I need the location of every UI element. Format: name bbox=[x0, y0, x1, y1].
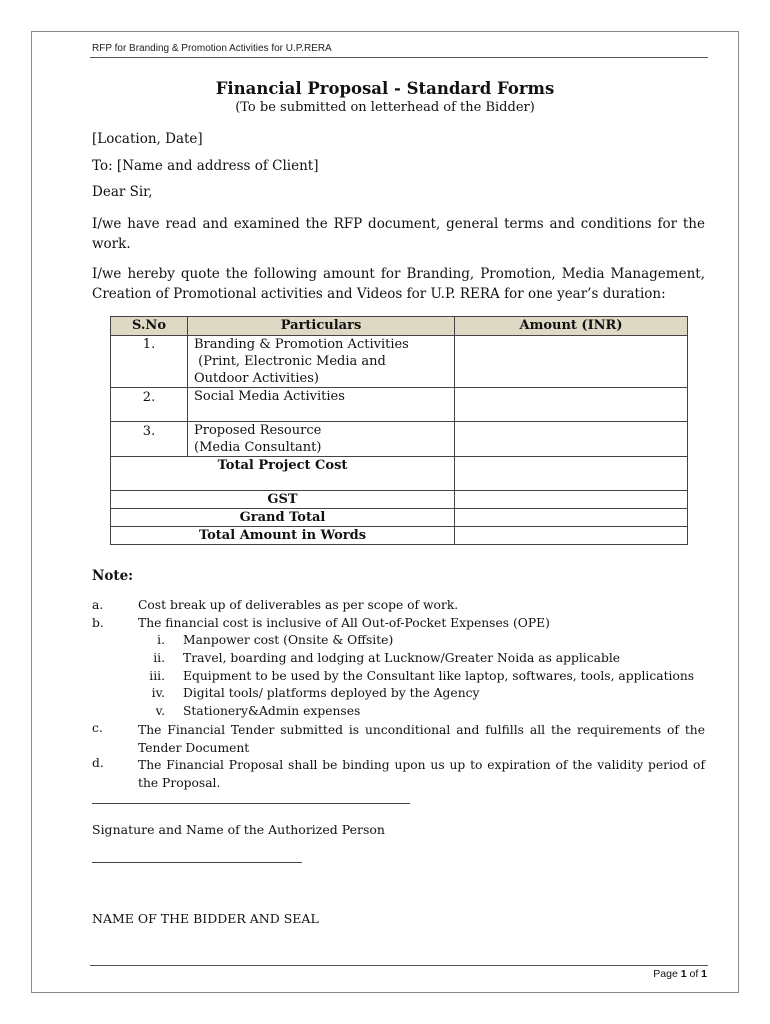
sub-marker: iv. bbox=[151, 686, 165, 700]
bidder-seal-label: NAME OF THE BIDDER AND SEAL bbox=[92, 911, 319, 926]
intro-paragraph: I/we have read and examined the RFP document, general terms and conditions for the work. bbox=[92, 216, 705, 252]
grand-total-label: Grand Total bbox=[111, 509, 455, 527]
table-row bbox=[111, 491, 688, 509]
running-header: RFP for Branding & Promotion Activities for U.P.RERA bbox=[92, 43, 332, 54]
total-project-cost-label: Total Project Cost bbox=[111, 457, 455, 491]
particulars-line: Outdoor Activities) bbox=[194, 371, 319, 386]
total-in-words-amount bbox=[455, 527, 688, 545]
row-particulars bbox=[188, 422, 455, 457]
note-marker: a. bbox=[92, 598, 104, 612]
particulars-line: (Print, Electronic Media and bbox=[194, 354, 386, 369]
page-number bbox=[653, 968, 707, 980]
column-header-sno: S.No bbox=[111, 317, 188, 336]
table-row bbox=[111, 422, 688, 457]
table-row bbox=[111, 527, 688, 545]
row-amount bbox=[455, 336, 688, 388]
row-particulars bbox=[188, 336, 455, 388]
location-date: [Location, Date] bbox=[92, 131, 203, 147]
particulars-line: Proposed Resource bbox=[194, 423, 322, 438]
table-header-row bbox=[111, 317, 688, 336]
note-subitem: Stationery&Admin expenses bbox=[183, 704, 361, 718]
note-marker: c. bbox=[92, 721, 103, 735]
page-total: 1 bbox=[701, 968, 707, 980]
note-marker: d. bbox=[92, 756, 104, 770]
table-row bbox=[111, 509, 688, 527]
financial-table bbox=[110, 316, 688, 545]
row-amount bbox=[455, 388, 688, 422]
note-subitem: Digital tools/ platforms deployed by the Agency bbox=[183, 686, 480, 700]
particulars-line: Branding & Promotion Activities bbox=[194, 337, 409, 352]
column-header-amount: Amount (INR) bbox=[455, 317, 688, 336]
page-current: 1 bbox=[680, 968, 687, 980]
note-item-c: The Financial Tender submitted is unconditional and fulfills all the requirements of the Tender Document bbox=[138, 723, 705, 755]
note-subitem: Manpower cost (Onsite & Offsite) bbox=[183, 633, 394, 647]
page-of: of bbox=[686, 968, 702, 980]
column-header-particulars: Particulars bbox=[188, 317, 455, 336]
row-sno: 1. bbox=[111, 336, 188, 388]
sub-marker: i. bbox=[157, 633, 165, 647]
quote-paragraph: I/we hereby quote the following amount for Branding, Promotion, Media Management, Creation of Promotional activities and Videos for U.P. RERA for one year’s duration: bbox=[92, 266, 705, 302]
note-subitem: Travel, boarding and lodging at Lucknow/Greater Noida as applicable bbox=[183, 651, 621, 665]
note-item-a: Cost break up of deliverables as per scope of work. bbox=[138, 598, 459, 612]
sub-marker: ii. bbox=[153, 651, 165, 665]
row-sno: 3. bbox=[111, 422, 188, 457]
sub-marker: iii. bbox=[149, 669, 165, 683]
table-row bbox=[111, 457, 688, 491]
table-row bbox=[111, 336, 688, 388]
document-subtitle: (To be submitted on letterhead of the Bidder) bbox=[235, 100, 535, 115]
page-prefix: Page bbox=[653, 968, 681, 980]
table-row bbox=[111, 388, 688, 422]
grand-total-amount bbox=[455, 509, 688, 527]
note-subitem: Equipment to be used by the Consultant like laptop, softwares, tools, applications bbox=[183, 669, 695, 683]
gst-amount bbox=[455, 491, 688, 509]
particulars-line: (Media Consultant) bbox=[194, 440, 322, 455]
header-rule bbox=[90, 57, 708, 58]
name-line bbox=[92, 862, 302, 863]
signature-line bbox=[92, 803, 410, 804]
row-amount bbox=[455, 422, 688, 457]
total-in-words-label: Total Amount in Words bbox=[111, 527, 455, 545]
row-sno: 2. bbox=[111, 388, 188, 422]
document-title: Financial Proposal - Standard Forms bbox=[215, 79, 555, 98]
total-project-cost-amount bbox=[455, 457, 688, 491]
particulars-line: Social Media Activities bbox=[194, 389, 345, 404]
footer-rule bbox=[90, 965, 708, 966]
note-item-d: The Financial Proposal shall be binding upon us up to expiration of the validity period of the Proposal. bbox=[138, 758, 705, 790]
note-heading: Note: bbox=[92, 568, 134, 584]
note-item-b: The financial cost is inclusive of All Out-of-Pocket Expenses (OPE) bbox=[138, 616, 550, 630]
row-particulars bbox=[188, 388, 455, 422]
salutation: Dear Sir, bbox=[92, 184, 153, 200]
note-marker: b. bbox=[92, 616, 104, 630]
gst-label: GST bbox=[111, 491, 455, 509]
addressee-line: To: [Name and address of Client] bbox=[92, 158, 319, 174]
signature-label: Signature and Name of the Authorized Person bbox=[92, 822, 385, 837]
sub-marker: v. bbox=[155, 704, 165, 718]
